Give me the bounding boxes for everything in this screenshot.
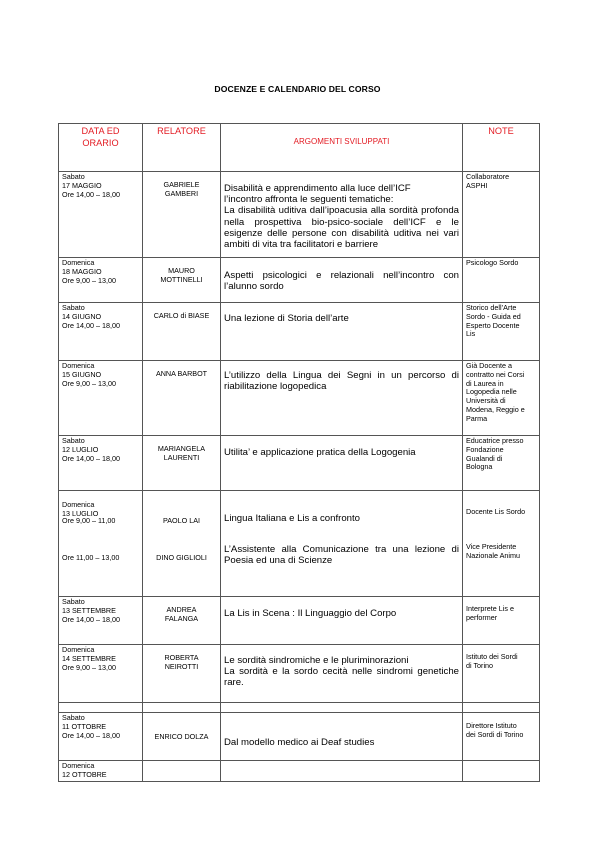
note-cell: Educatrice presso Fondazione Gualandi di Bologna [463, 436, 540, 491]
speaker-cell: ANDREA FALANGA [143, 597, 221, 645]
table-row [59, 645, 540, 703]
session-time-b: Ore 11,00 – 13,00 [62, 553, 120, 562]
date-label: Domenica 13 LUGLIO [62, 499, 99, 518]
table-row [59, 436, 540, 491]
date-cell: Domenica 12 OTTOBRE [59, 761, 143, 782]
speaker-cell: MAURO MOTTINELLI [143, 258, 221, 303]
note-cell: Psicologo Sordo [463, 258, 540, 303]
header-row [59, 124, 540, 172]
topic-cell [221, 761, 463, 782]
header-speaker: RELATORE [143, 124, 221, 172]
speaker-cell [143, 761, 221, 782]
note-b: Vice Presidente Nazionale Animu [466, 542, 520, 560]
speaker-cell: ANNA BARBOT [143, 361, 221, 436]
date-cell: Sabato 12 LUGLIO Ore 14,00 – 18,00 [59, 436, 143, 491]
speaker-b: DINO GIGLIOLI [156, 553, 207, 562]
header-notes: NOTE [463, 124, 540, 172]
topic-cell: L’utilizzo della Lingua dei Segni in un percorso di riabilitazione logopedica [221, 361, 463, 436]
speaker-cell: GABRIELE GAMBERI [143, 172, 221, 258]
table-row [59, 491, 540, 597]
topic-cell: Le sordità sindromiche e le pluriminorazioni La sordità e la sordo cecità nelle sindromi genetiche rare. [221, 645, 463, 703]
topic-cell: La Lis in Scena : Il Linguaggio del Corpo [221, 597, 463, 645]
spacer-row [59, 703, 540, 713]
speaker-cell: ROBERTA NEIROTTI [143, 645, 221, 703]
topic-cell: Una lezione di Storia dell’arte [221, 303, 463, 361]
topic-cell: Utilita’ e applicazione pratica della Logogenia [221, 436, 463, 491]
speaker-cell: CARLO di BIASE [143, 303, 221, 361]
note-cell: Interprete Lis e performer [463, 597, 540, 645]
topic-b: L’Assistente alla Comunicazione tra una lezione di Poesia ed una di Scienze [224, 544, 459, 567]
note-cell [463, 491, 540, 597]
topic-cell [221, 491, 463, 597]
date-cell [59, 491, 143, 597]
note-cell: Già Docente a contratto nei Corsi di Laurea in Logopedia nelle Università di Modena, Reggio e Parma [463, 361, 540, 436]
schedule-table [58, 123, 540, 782]
date-cell: Domenica 14 SETTEMBRE Ore 9,00 – 13,00 [59, 645, 143, 703]
note-cell: Istituto dei Sordi di Torino [463, 645, 540, 703]
table-row [59, 172, 540, 258]
date-cell: Sabato 17 MAGGIO Ore 14,00 – 18,00 [59, 172, 143, 258]
note-cell: Collaboratore ASPHI [463, 172, 540, 258]
table-row [59, 303, 540, 361]
topic-cell: Dal modello medico ai Deaf studies [221, 713, 463, 761]
speaker-cell [143, 491, 221, 597]
header-date: DATA ED ORARIO [59, 124, 143, 172]
table-row [59, 761, 540, 782]
speaker-cell: MARIANGELA LAURENTI [143, 436, 221, 491]
date-cell: Domenica 18 MAGGIO Ore 9,00 – 13,00 [59, 258, 143, 303]
note-cell: Direttore Istituto dei Sordi di Torino [463, 713, 540, 761]
note-a: Docente Lis Sordo [466, 507, 526, 516]
note-cell: Storico dell’Arte Sordo - Guida ed Esperto Docente Lis [463, 303, 540, 361]
topic-cell: Disabilità e apprendimento alla luce dell’ICF l’incontro affronta le seguenti tematiche: La disabilità uditiva dall’ipoacusia alla sordità profonda nella prospettiva bio-psico-sociale dell’ICF e le esigenze delle persone con disabilità uditiva nei vari ambiti di vita tra facilitatori e barriere [221, 172, 463, 258]
date-cell: Sabato 13 SETTEMBRE Ore 14,00 – 18,00 [59, 597, 143, 645]
note-cell [463, 761, 540, 782]
table-row [59, 258, 540, 303]
table-row [59, 713, 540, 761]
speaker-a: PAOLO LAI [162, 516, 201, 525]
date-cell: Domenica 15 GIUGNO Ore 9,00 – 13,00 [59, 361, 143, 436]
topic-cell: Aspetti psicologici e relazionali nell’incontro con l’alunno sordo [221, 258, 463, 303]
date-cell: Sabato 14 GIUGNO Ore 14,00 – 18,00 [59, 303, 143, 361]
document-title: DOCENZE E CALENDARIO DEL CORSO [214, 84, 381, 94]
topic-a: Lingua Italiana e Lis a confronto [224, 513, 361, 524]
table-row [59, 361, 540, 436]
speaker-cell: ENRICO DOLZA [143, 713, 221, 761]
table-row [59, 597, 540, 645]
date-cell: Sabato 11 OTTOBRE Ore 14,00 – 18,00 [59, 713, 143, 761]
header-topics: ARGOMENTI SVILUPPATI [221, 124, 463, 172]
session-time-a: Ore 9,00 – 11,00 [62, 516, 116, 525]
